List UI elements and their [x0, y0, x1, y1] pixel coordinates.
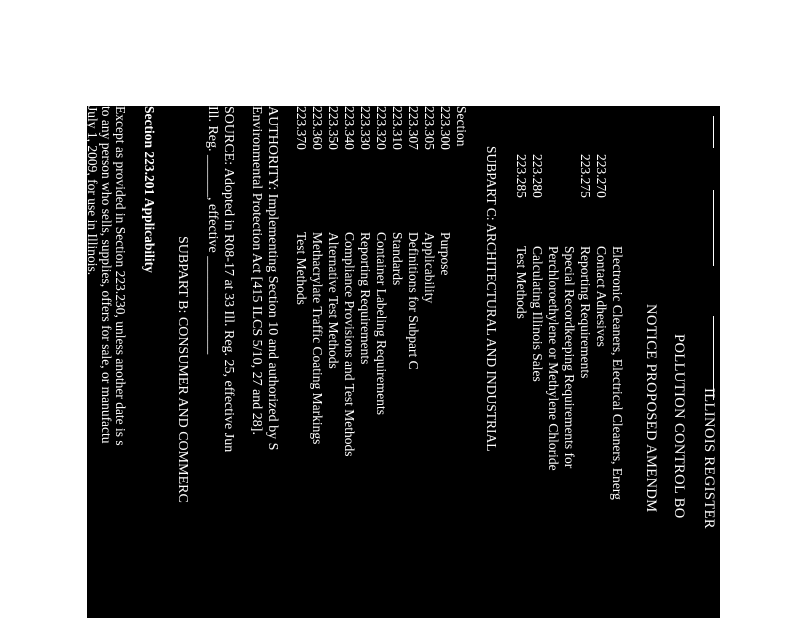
- notice-title: NOTICE PROPOSED AMENDM: [643, 304, 659, 513]
- toc-c-header: Section: [454, 106, 469, 147]
- toc-section-title: Reporting Requirements: [578, 246, 593, 379]
- header-rule-left: [713, 116, 714, 148]
- toc-section-title: Definitions for Subpart C: [406, 232, 421, 370]
- toc-section-title: Calculating Illinois Sales: [530, 246, 545, 382]
- toc-section-title: Contact Adhesives: [594, 246, 609, 347]
- toc-section-title: Test Methods: [294, 232, 309, 305]
- toc-section-number: 223.305: [422, 106, 437, 150]
- toc-section-number: 223.307: [406, 106, 421, 150]
- toc-section-title: Compliance Provisions and Test Methods: [342, 232, 357, 457]
- toc-c-row: [389, 106, 405, 286]
- toc-c-row: [293, 106, 309, 305]
- section-201-body-line-2: to any person who sells, supplies, offers for sale, or manufactu: [99, 106, 114, 444]
- toc-section-title: Perchloroethylene or Methylene Chloride: [546, 246, 561, 471]
- subpart-c-heading: SUBPART C: ARCHITECTURAL AND INDUSTRIAL: [484, 146, 499, 452]
- toc-c-row: [325, 106, 341, 369]
- toc-section-title: Purpose: [438, 232, 453, 276]
- toc-top-row: [529, 154, 545, 382]
- toc-section-number: 223.320: [374, 106, 389, 150]
- toc-section-title: Container Labeling Requirements: [374, 232, 389, 415]
- source-line-2: Ill. Reg. ______, effective ______________: [205, 106, 220, 355]
- toc-section-number: 223.360: [310, 106, 325, 150]
- source-line-1: SOURCE: Adopted in R08-17 at 33 Ill. Reg. 25, effective Jun: [221, 106, 236, 453]
- toc-section-number: 223.310: [390, 106, 405, 150]
- toc-section-title: Applicability: [422, 232, 437, 304]
- header-rule-mid: [713, 190, 714, 266]
- toc-top-row: [513, 154, 529, 319]
- authority-line-2: Environmental Protection Act [415 ILCS 5/10, 27 and 28].: [249, 106, 264, 435]
- toc-section-title: Test Methods: [514, 246, 529, 319]
- section-201-heading: [141, 106, 157, 273]
- agency-name: POLLUTION CONTROL BO: [671, 334, 687, 519]
- toc-c-row: [309, 106, 325, 445]
- toc-section-number: 223.350: [326, 106, 341, 150]
- toc-c-row: [373, 106, 389, 415]
- toc-section-number: 223.275: [578, 154, 593, 198]
- rotated-document: [87, 106, 720, 626]
- section-201-body-line-1: Except as provided in Section 223.230, unless another date is s: [113, 106, 128, 446]
- toc-section-title: Electronic Cleaners, Electrical Cleaners, Energ: [610, 246, 625, 500]
- toc-section-number: 223.285: [514, 154, 529, 198]
- toc-section-number: 223.280: [530, 154, 545, 198]
- toc-c-row: [357, 106, 373, 365]
- subpart-b-heading: SUBPART B: CONSUMER AND COMMERC: [175, 236, 190, 503]
- toc-c-row: [421, 106, 437, 304]
- section-201-heading-text: Section 223.201 Applicability: [142, 106, 157, 273]
- toc-section-number: 223.330: [358, 106, 373, 150]
- toc-section-title: Standards: [390, 232, 405, 286]
- scanned-page: [87, 106, 720, 618]
- toc-section-number: 223.300: [438, 106, 453, 150]
- toc-section-title: Methacrylate Traffic Coating Markings: [310, 232, 325, 445]
- toc-section-number: 223.340: [342, 106, 357, 150]
- toc-section-title: Alternative Test Methods: [326, 232, 341, 369]
- toc-top-row: [593, 154, 609, 347]
- register-title: ILLINOIS REGISTER: [701, 388, 717, 529]
- toc-section-title: Reporting Requirements: [358, 232, 373, 365]
- toc-c-row: [341, 106, 357, 457]
- toc-c-row: [405, 106, 421, 370]
- toc-top-row: [577, 154, 593, 379]
- toc-section-number: 223.370: [294, 106, 309, 150]
- authority-line-1: AUTHORITY: Implementing Section 10 and authorized by S: [265, 106, 280, 451]
- toc-c-row: [437, 106, 453, 276]
- toc-section-title: Special Recordkeeping Requirements for: [562, 246, 577, 469]
- toc-section-number: 223.270: [594, 154, 609, 198]
- section-201-body-line-3: July 1, 2009, for use in Illinois.: [85, 106, 100, 276]
